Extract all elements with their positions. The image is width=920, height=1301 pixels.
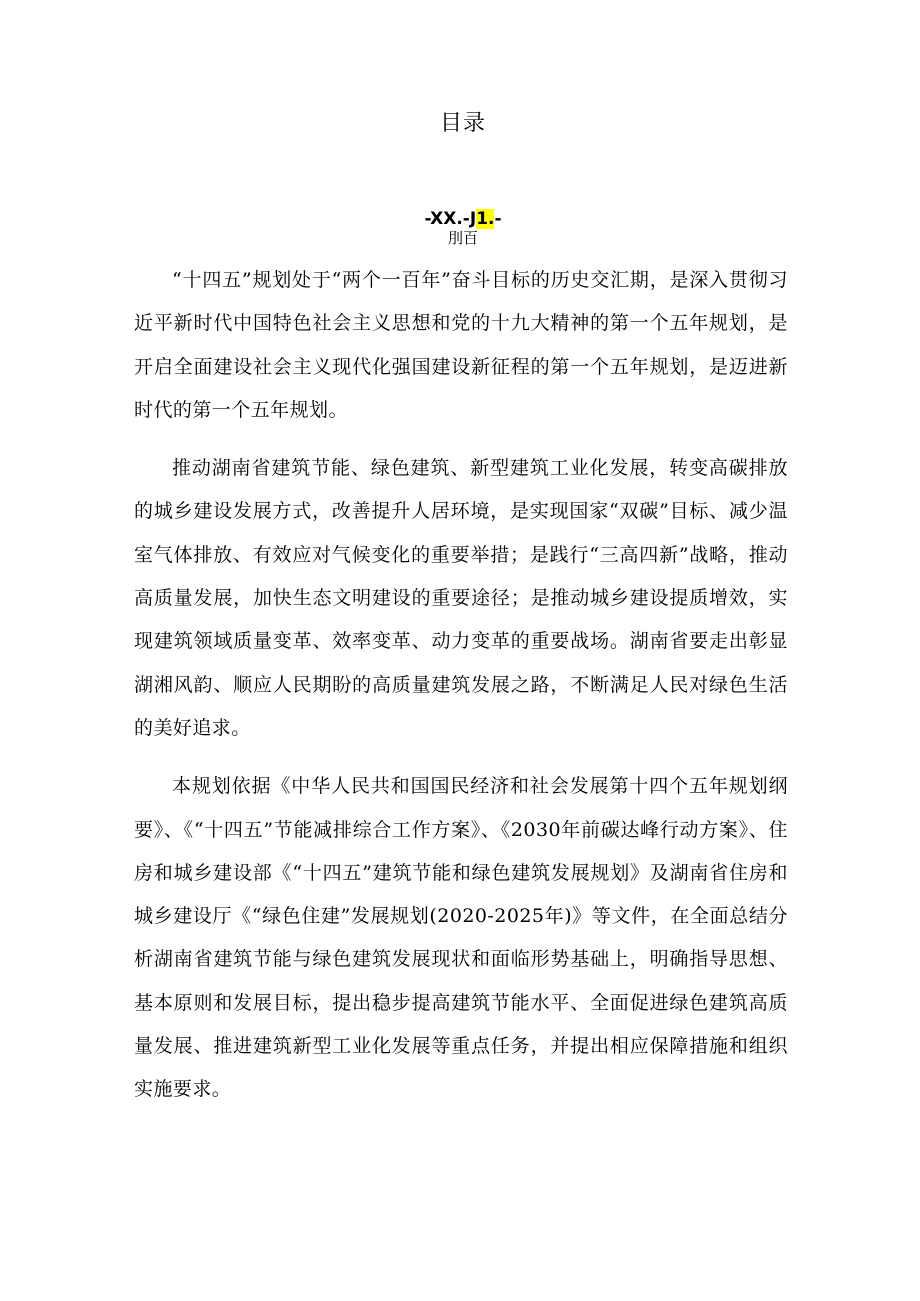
section-subtitle: 刖百 [447, 229, 478, 247]
paragraph-2: 推动湖南省建筑节能、绿色建筑、新型建筑工业化发展，转变高碳排放的城乡建设发展方式，改善提升人居环境，是实现国家“双碳”目标、减少温室气体排放、有效应对气候变化的重要举措；是践行“三高四新”战略，推动高质量发展，加快生态文明建设的重要途径；是推动城乡建设提质增效，实现建筑领域质量变革、效率变革、动力变革的重要战场。湖南省要走出彰显湖湘风韵、顺应人民期盼的高质量建筑发展之路，不断满足人民对绿色生活的美好追求。 [134, 457, 788, 739]
section-code-prefix: -XX.-J [424, 209, 477, 229]
page-title: 目录 [439, 111, 486, 136]
body-text [134, 259, 788, 1127]
section-code-highlight: 1. [476, 209, 495, 229]
section-code-suffix: - [494, 209, 502, 229]
paragraph-1: “十四五”规划处于“两个一百年”奋斗目标的历史交汇期，是深入贯彻习近平新时代中国特色社会主义思想和党的十九大精神的第一个五年规划，是开启全面建设社会主义现代化强国建设新征程的第一个五年规划，是迈进新时代的第一个五年规划。 [134, 269, 788, 421]
paragraph-3: 本规划依据《中华人民共和国国民经济和社会发展第十四个五年规划纲要》、《“十四五”节能减排综合工作方案》、《2030年前碳达峰行动方案》、住房和城乡建设部《“十四五”建筑节能和绿色建筑发展规划》及湖南省住房和城乡建设厅《“绿色住建”发展规划(2020-2025年)》等文件，在全面总结分析湖南省建筑节能与绿色建筑发展现状和面临形势基础上，明确指导思想、基本原则和发展目标，提出稳步提高建筑节能水平、全面促进绿色建筑高质量发展、推进建筑新型工业化发展等重点任务，并提出相应保障措施和组织实施要求。 [134, 775, 788, 1101]
section-code [0, 209, 920, 229]
